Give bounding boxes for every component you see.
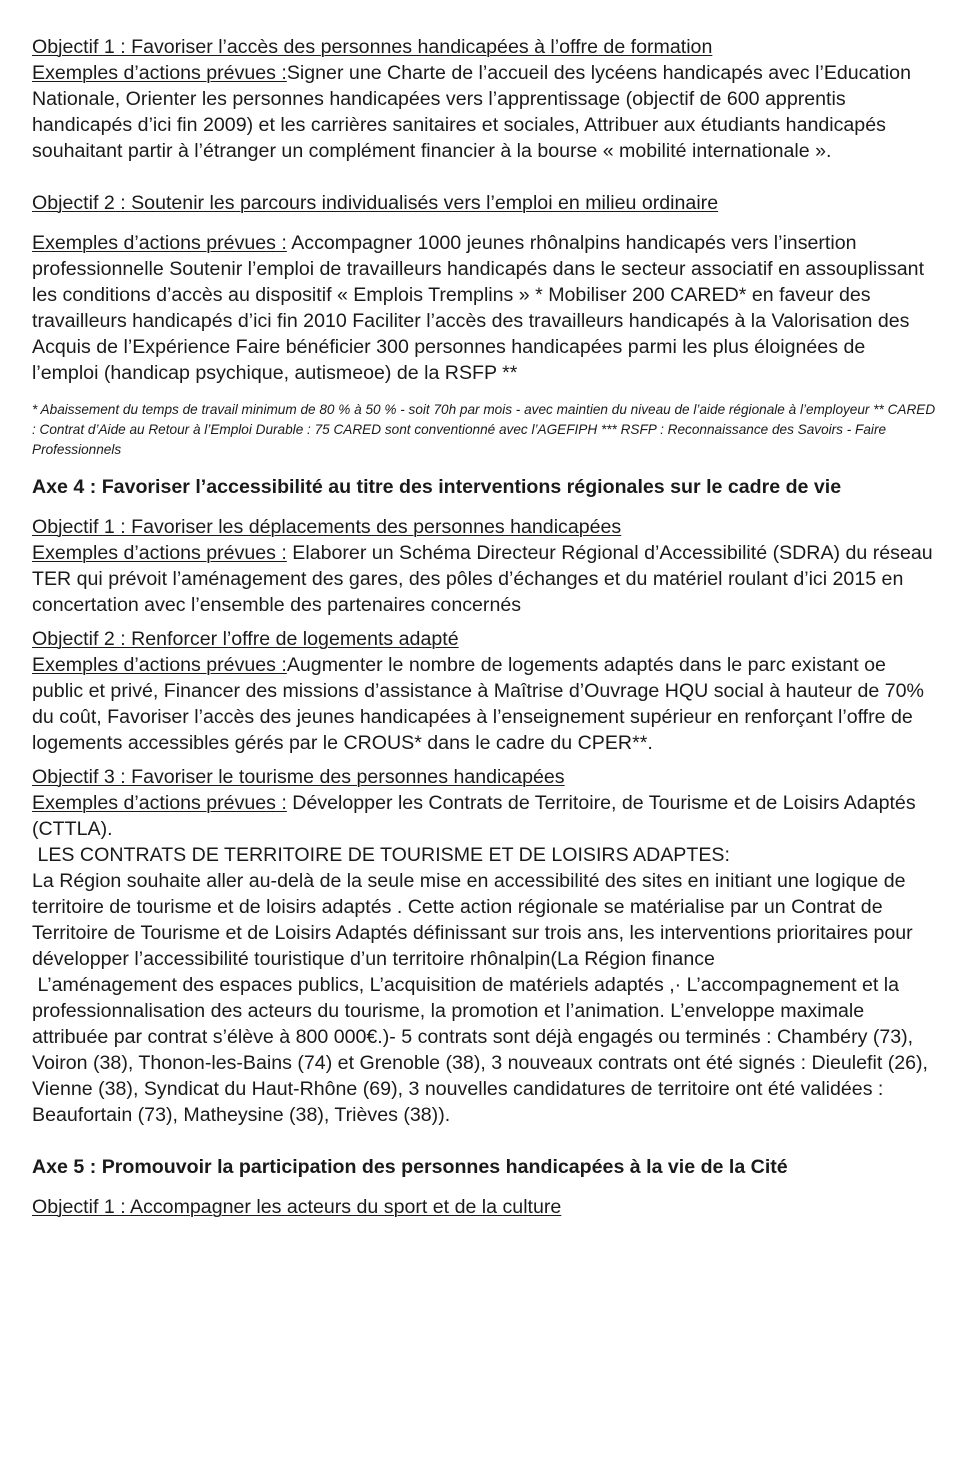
examples-text: Augmenter le nombre de logements adaptés dans le parc existant oe public et privé, Financer des missions d’assistance à Maîtrise d’Ouvrage HQU social à hauteur de 70% du coût, Favoriser l’accès des jeunes handicapées à l’enseignement supérieur en renforçant l’offre de logements accessibles gérés par le CROUS* dans le cadre du CPER**. [32,654,924,754]
cttla-paragraph: L’aménagement des espaces publics, L’acquisition de matériels adaptés ,· L’accompagnement et la professionnalisation des acteurs du tourisme, la promotion et l’animation. L’enveloppe maximale attribuée par contrat s’élève à 800 000€.)- 5 contrats sont déjà engagés ou terminés : Chambéry (73), Voiron (38), Thonon-les-Bains (74) et Grenoble (38), 3 nouveaux contrats ont été signés : Dieulefit (26), Vienne (38), Syndicat du Haut-Rhône (69), 3 nouvelles candidatures de territoire ont été validées : Beaufortain (73), Matheysine (38), Trièves (38)). [32,974,934,1126]
axe-4-heading: Axe 4 : Favoriser l’accessibilité au titre des interventions régionales sur le cadre de vie [32,476,842,498]
cttla-heading: LES CONTRATS DE TERRITOIRE DE TOURISME ET DE LOISIRS ADAPTES: [32,844,730,866]
examples-text: Développer les Contrats de Territoire, de Tourisme et de Loisirs Adaptés (CTTLA). [32,792,916,840]
objective-title: Objectif 3 : Favoriser le tourisme des personnes handicapées [32,766,565,788]
examples-label: Exemples d’actions prévues : [32,792,287,814]
examples-label: Exemples d’actions prévues : [32,654,287,676]
objective-title: Objectif 1 : Favoriser l’accès des personnes handicapées à l’offre de formation [32,36,713,58]
axe-5-heading: Axe 5 : Promouvoir la participation des personnes handicapées à la vie de la Cité [32,1156,788,1178]
footnote: * Abaissement du temps de travail minimum de 80 % à 50 % - soit 70h par mois - avec maintien du niveau de l’aide régionale à l’employeur ** CARED : Contrat d’Aide au Retour à l’Emploi Durable : 75 CARED sont conventionné avec l’AGEFIPH *** RSFP : Reconnaissance des Savoirs - Faire Professionnels [32,402,936,457]
objective-title: Objectif 2 : Renforcer l’offre de logements adapté [32,628,459,650]
examples-text: Accompagner 1000 jeunes rhônalpins handicapés vers l’insertion professionnelle Soutenir l’emploi de travailleurs handicapés dans le secteur associatif en assouplissant les conditions d’accès au dispositif « Emplois Tremplins » * Mobiliser 200 CARED* en faveur des travailleurs handicapés d’ici fin 2010 Faciliter l’accès des travailleurs handicapés à la Valorisation des Acquis de l’Expérience Faire bénéficier 300 personnes handicapées parmi les plus éloignées de l’emploi (handicap psychique, autismeoe) de la RSFP ** [32,232,925,384]
objective-body [32,790,936,842]
examples-label: Exemples d’actions prévues : [32,62,287,84]
examples-text: Signer une Charte de l’accueil des lycéens handicapés avec l’Education Nationale, Orienter les personnes handicapées vers l’apprentissage (objectif de 600 apprentis handicapés d’ici fin 2009) et les carrières sanitaires et sociales, Attribuer aux étudiants handicapés souhaitant partir à l’étranger un complément financier à la bourse « mobilité internationale ». [32,62,911,162]
examples-label: Exemples d’actions prévues : [32,232,287,254]
examples-text: Elaborer un Schéma Directeur Régional d’Accessibilité (SDRA) du réseau TER qui prévoit l’aménagement des gares, des pôles d’échanges et du matériel roulant d’ici 2015 en concertation avec l’ensemble des partenaires concernés [32,542,933,616]
objective-body [32,60,936,164]
objective-title: Objectif 1 : Accompagner les acteurs du sport et de la culture [32,1196,562,1218]
objective-body [32,540,936,618]
objective-title: Objectif 1 : Favoriser les déplacements des personnes handicapées [32,516,622,538]
document-page [32,34,936,1220]
cttla-paragraph: La Région souhaite aller au-delà de la seule mise en accessibilité des sites en initiant une logique de territoire de tourisme et de loisirs adaptés . Cette action régionale se matérialise par un Contrat de Territoire de Tourisme et de Loisirs Adaptés définissant sur trois ans, les interventions prioritaires pour développer l’accessibilité touristique d’un territoire rhônalpin(La Région finance [32,870,913,970]
objective-body [32,230,936,386]
objective-body [32,652,936,756]
objective-title: Objectif 2 : Soutenir les parcours individualisés vers l’emploi en milieu ordinaire [32,192,719,214]
examples-label: Exemples d’actions prévues : [32,542,287,564]
